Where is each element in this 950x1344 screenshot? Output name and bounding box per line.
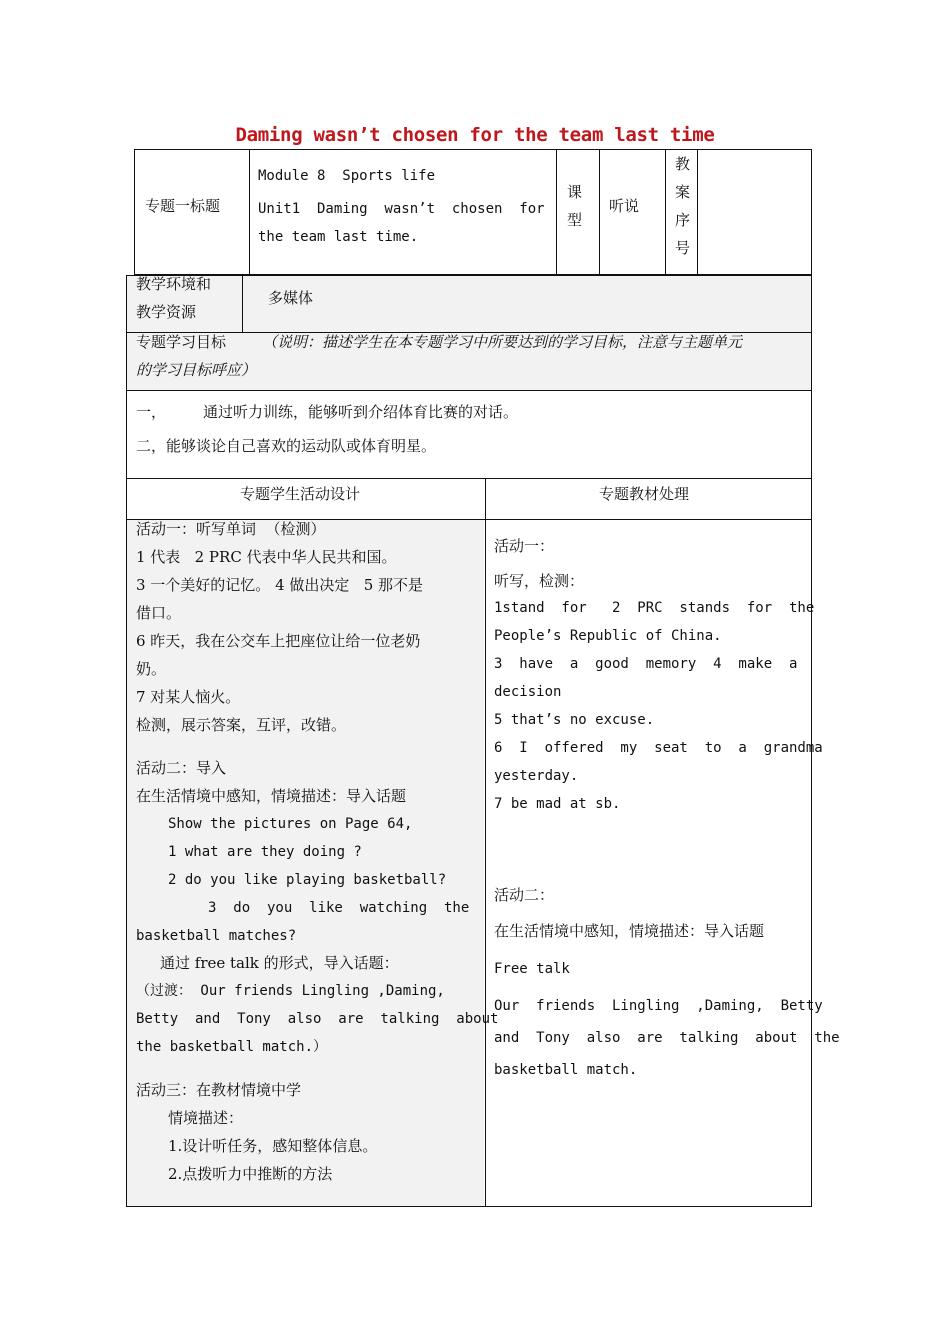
right-activity-1-line: 5 that’s no excuse. [494, 712, 655, 728]
left-activity-1-line: 3 一个美好的记忆。 4 做出决定 5 那不是 [136, 576, 424, 594]
left-activity-3-line: 情境描述： [168, 1109, 244, 1127]
plan-number-label-2: 案 [675, 183, 691, 201]
document-title: Daming wasn’t chosen for the team last time [235, 124, 715, 146]
right-activity-1-line: 3 have a good memory 4 make a [494, 656, 798, 672]
left-activity-3-line: 2.点拨听力中推断的方法 [168, 1165, 333, 1183]
right-activity-1-line: People’s Republic of China. [494, 628, 722, 644]
left-activity-1-title: 活动一：听写单词 （检测） [136, 520, 326, 538]
environment-label-1: 教学环境和 [136, 275, 212, 293]
left-activity-3-title: 活动三：在教材情境中学 [136, 1081, 302, 1099]
goals-note-2: 的学习目标呼应） [136, 361, 257, 379]
left-activity-2-line: the basketball match.） [136, 1039, 328, 1055]
right-activity-1-line: 听写，检测： [494, 572, 585, 590]
left-activity-3-line: 1.设计听任务，感知整体信息。 [168, 1137, 378, 1155]
goals-note-1: （说明：描述学生在本专题学习中所要达到的学习目标，注意与主题单元 [262, 333, 743, 351]
goals-label: 专题学习目标 [136, 333, 227, 351]
left-activity-2-line: 1 what are they doing ? [168, 844, 362, 860]
right-activity-2-line: and Tony also are talking about the [494, 1030, 840, 1046]
plan-number-label-3: 序 [675, 211, 691, 229]
environment-row [127, 276, 811, 332]
unit-line-1: Unit1 Daming wasn’t chosen for [258, 201, 545, 217]
lesson-type-value: 听说 [609, 197, 640, 215]
right-activity-2-line: 在生活情境中感知，情境描述：导入话题 [494, 922, 765, 940]
left-activity-1-line: 6 昨天，我在公交车上把座位让给一位老奶 [136, 632, 421, 650]
environment-label-2: 教学资源 [136, 303, 197, 321]
right-activity-1-line: decision [494, 684, 562, 700]
right-activity-1-line: 6 I offered my seat to a grandma [494, 740, 823, 756]
right-activity-1-line: 7 be mad at sb. [494, 796, 621, 812]
left-activity-1-line: 奶。 [136, 660, 167, 678]
left-activity-2-line: 2 do you like playing basketball? [168, 872, 447, 888]
right-activity-2-line: Our friends Lingling ,Daming, Betty [494, 998, 823, 1014]
right-activity-2-title: 活动二： [494, 886, 555, 904]
left-activity-2-line: 3 do you like watching the [208, 900, 470, 916]
left-activity-1-line: 检测，展示答案，互评，改错。 [136, 716, 347, 734]
topic-label: 专题一标题 [145, 197, 221, 215]
right-activity-1-title: 活动一： [494, 537, 555, 555]
right-activity-1-line: 1stand for 2 PRC stands for the [494, 600, 815, 616]
left-activity-1-line: 7 对某人恼火。 [136, 688, 241, 706]
goal-item-1-number: 一， [136, 403, 167, 421]
left-activity-2-line: 在生活情境中感知，情境描述：导入话题 [136, 787, 407, 805]
left-activity-1-line: 借口。 [136, 604, 182, 622]
right-activity-2-line: Free talk [494, 961, 570, 977]
left-activity-2-line: （过渡： Our friends Lingling ,Daming, [136, 983, 445, 999]
left-activity-2-line: basketball matches? [136, 928, 297, 944]
environment-value: 多媒体 [268, 289, 314, 307]
left-activity-1-line: 1 代表 2 PRC 代表中华人民共和国。 [136, 548, 397, 566]
right-activity-2-line: basketball match. [494, 1062, 638, 1078]
plan-number-label-1: 教 [675, 155, 691, 173]
goal-item-2: 二，能够谈论自己喜欢的运动队或体育明星。 [136, 437, 437, 455]
left-activity-2-title: 活动二：导入 [136, 759, 227, 777]
goal-item-1: 通过听力训练，能够听到介绍体育比赛的对话。 [203, 403, 519, 421]
left-activity-2-line: 通过 free talk 的形式，导入话题： [160, 954, 399, 972]
plan-number-label-4: 号 [675, 239, 691, 257]
left-column-header: 专题学生活动设计 [240, 485, 361, 503]
left-activity-2-line: Show the pictures on Page 64, [168, 816, 413, 832]
right-activity-1-line: yesterday. [494, 768, 579, 784]
unit-line-2: the team last time. [258, 229, 419, 245]
right-column-header: 专题教材处理 [599, 485, 690, 503]
left-activity-2-line: Betty and Tony also are talking about [136, 1011, 499, 1027]
lesson-type-label-1: 课 [567, 183, 583, 201]
lesson-type-label-2: 型 [567, 211, 583, 229]
module-line: Module 8 Sports life [258, 168, 436, 184]
